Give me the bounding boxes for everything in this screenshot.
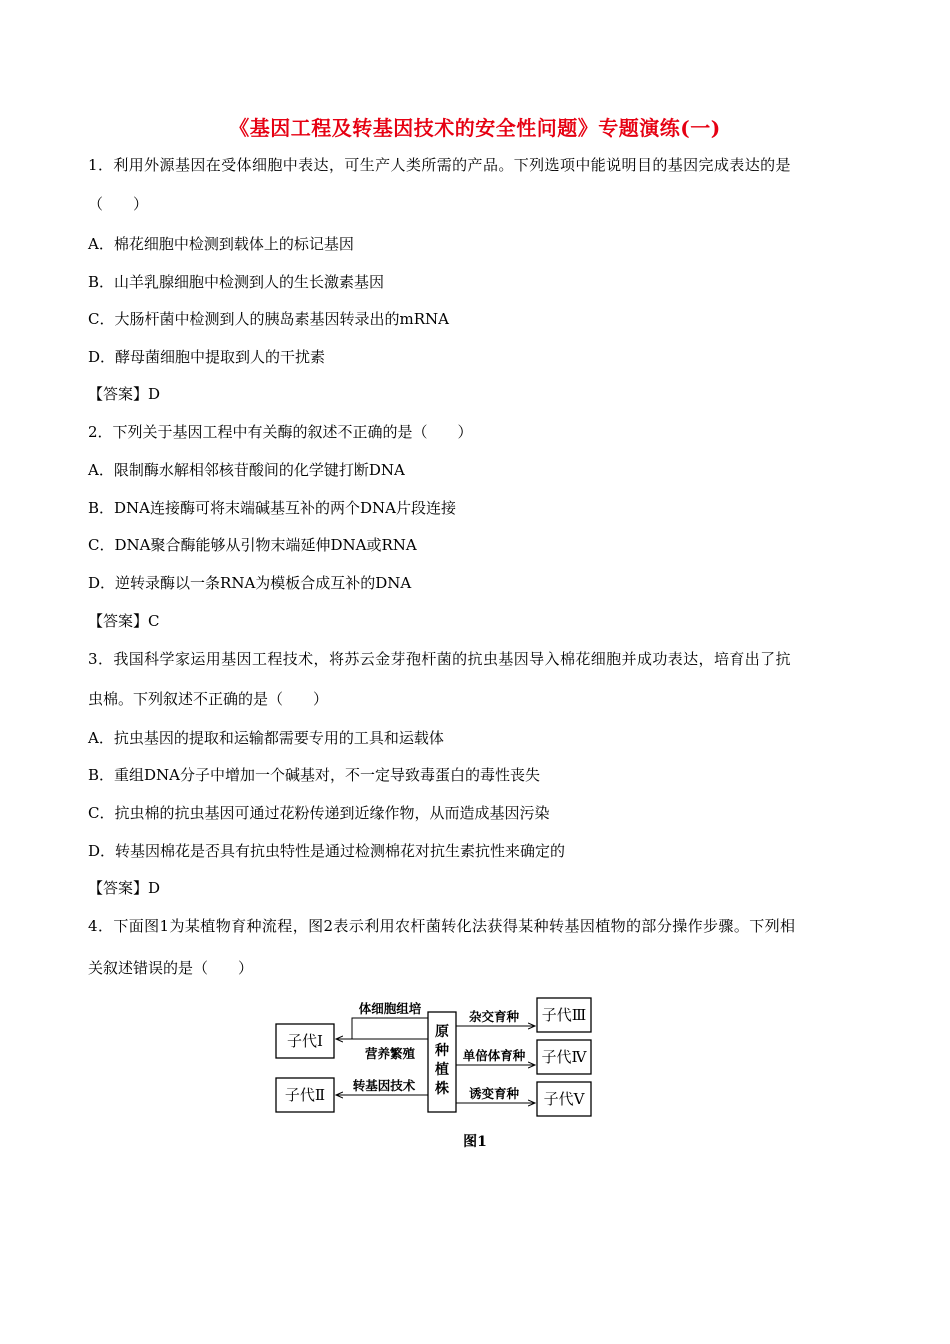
label-somatic-culture: 体细胞组培 [358,1001,422,1016]
label-vegetative: 营养繁殖 [364,1046,416,1061]
label-hybrid: 杂交育种 [468,1009,520,1024]
offspring-1-label: 子代Ⅰ [287,1032,323,1050]
q1-stem-line2: （ ） [88,195,149,213]
q2-option-c: C．DNA聚合酶能够从引物末端延伸DNA或RNA [88,536,417,554]
q2-answer: 【答案】C [88,612,160,630]
q3-stem-line1: 3．我国科学家运用基因工程技术，将苏云金芽孢杆菌的抗虫基因导入棉花细胞并成功表达，培育出了抗 [88,650,791,668]
q2-option-a: A．限制酶水解相邻核苷酸间的化学键打断DNA [88,461,405,479]
offspring-5-label: 子代Ⅴ [543,1090,585,1108]
offspring-3-label: 子代Ⅲ [541,1006,587,1024]
q2-stem-line1: 2．下列关于基因工程中有关酶的叙述不正确的是（ ） [88,423,473,441]
original-plant-char-4: 株 [435,1081,449,1097]
q1-option-a: A．棉花细胞中检测到载体上的标记基因 [88,235,354,253]
q1-stem-line1: 1．利用外源基因在受体细胞中表达，可生产人类所需的产品。下列选项中能说明目的基因完成表达的是 [88,156,791,174]
q3-answer: 【答案】D [88,879,161,897]
q1-option-d: D．酵母菌细胞中提取到人的干扰素 [88,348,326,366]
breeding-flow-diagram [272,992,602,1122]
label-transgenic: 转基因技术 [352,1078,416,1093]
label-haploid: 单倍体育种 [462,1048,526,1063]
offspring-2-label: 子代Ⅱ [284,1086,326,1104]
page-title: 《基因工程及转基因技术的安全性问题》专题演练(一) [229,116,721,140]
q3-option-b: B．重组DNA分子中增加一个碱基对，不一定导致毒蛋白的毒性丧失 [88,766,541,784]
q1-option-c: C．大肠杆菌中检测到人的胰岛素基因转录出的mRNA [88,310,449,328]
original-plant-char-1: 原 [435,1024,449,1040]
label-mutation: 诱变育种 [468,1086,520,1101]
figure-1-caption: 图1 [463,1134,487,1150]
q3-stem-line2: 虫棉。下列叙述不正确的是（ ） [88,690,329,708]
q1-option-b: B．山羊乳腺细胞中检测到人的生长激素基因 [88,273,385,291]
q1-answer: 【答案】D [88,385,161,403]
q3-option-d: D．转基因棉花是否具有抗虫特性是通过检测棉花对抗生素抗性来确定的 [88,842,566,860]
q3-option-c: C．抗虫棉的抗虫基因可通过花粉传递到近缘作物，从而造成基因污染 [88,804,550,822]
q4-stem-line2: 关叙述错误的是（ ） [88,959,254,977]
q4-stem-line1: 4．下面图1为某植物育种流程，图2表示利用农杆菌转化法获得某种转基因植物的部分操作步骤。下列相 [88,917,796,935]
original-plant-char-2: 种 [435,1043,449,1059]
q2-option-b: B．DNA连接酶可将末端碱基互补的两个DNA片段连接 [88,499,456,517]
q2-option-d: D．逆转录酶以一条RNA为模板合成互补的DNA [88,574,412,592]
original-plant-char-3: 植 [435,1062,449,1078]
offspring-4-label: 子代Ⅳ [541,1048,587,1066]
q3-option-a: A．抗虫基因的提取和运输都需要专用的工具和运载体 [88,729,444,747]
